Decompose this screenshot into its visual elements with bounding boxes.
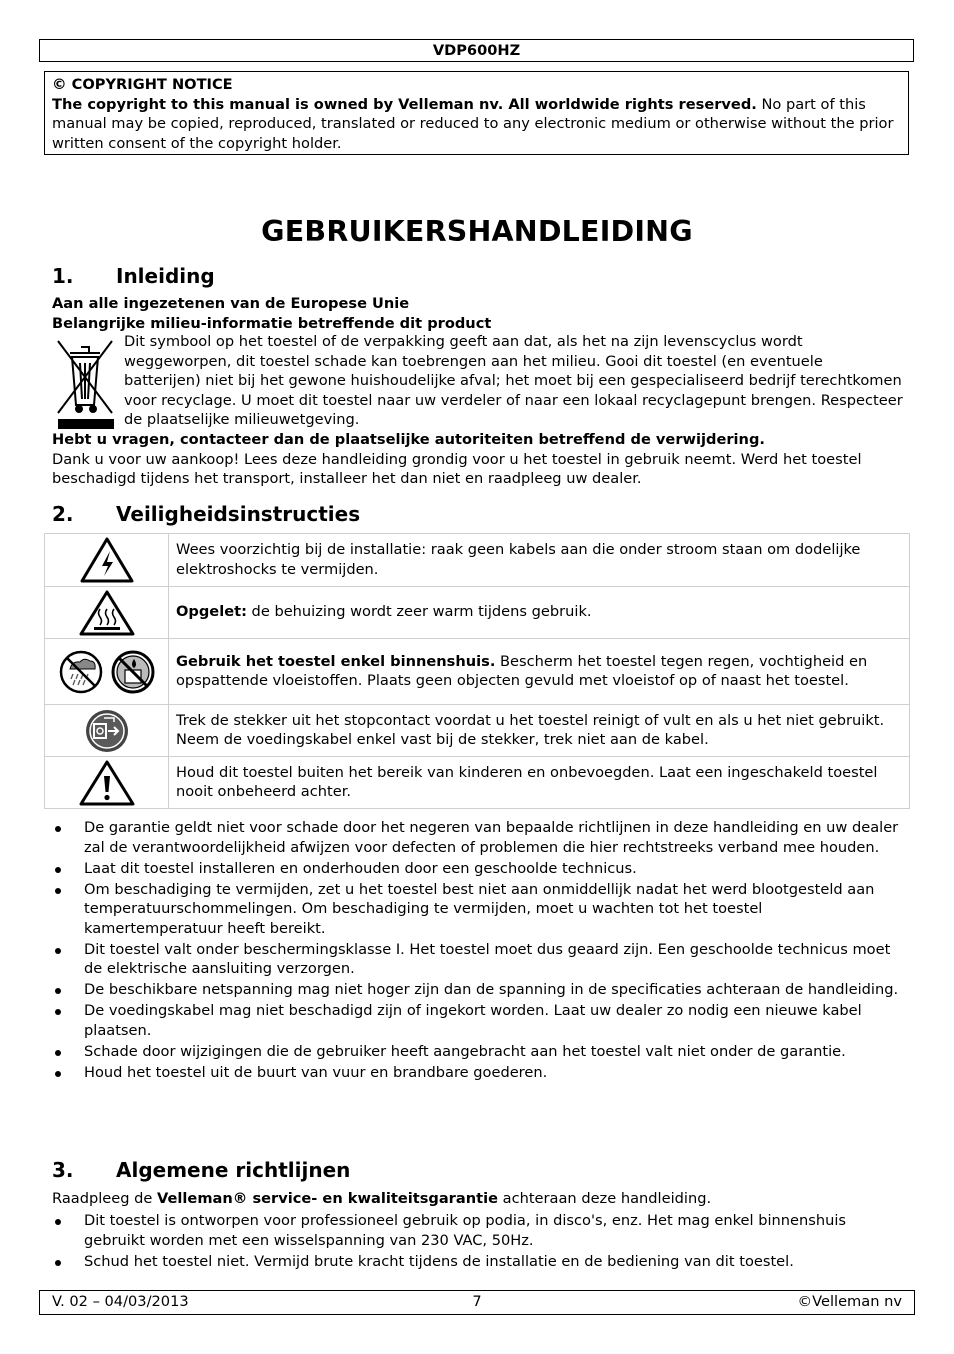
section-title: Veiligheidsinstructies — [116, 502, 361, 526]
cell-text: Wees voorzichtig bij de installatie: raak geen kabels aan die onder stroom staan om dodelijke elektroshocks te vermijden. — [176, 541, 861, 578]
safety-bullet-list — [52, 818, 902, 1084]
environment-info-line: Belangrijke milieu-informatie betreffende dit product — [52, 314, 492, 332]
table-row — [45, 639, 910, 705]
table-row — [45, 534, 910, 587]
icon-cell — [45, 705, 169, 757]
list-item: Houd het toestel uit de buurt van vuur en brandbare goederen. — [52, 1063, 902, 1083]
high-voltage-warning-icon — [79, 536, 135, 584]
no-rain-icon — [58, 649, 104, 695]
text-cell — [169, 534, 910, 587]
icon-cell — [45, 639, 169, 705]
section-number: 1. — [52, 264, 74, 288]
safety-instructions-table — [44, 533, 910, 809]
list-item: Schade door wijzigingen die de gebruiker heeft aangebracht aan het toestel valt niet onder de garantie. — [52, 1042, 902, 1062]
copyright-notice — [44, 71, 909, 155]
section-heading-algemeen — [52, 1157, 350, 1183]
general-bullet-list — [52, 1211, 902, 1273]
icon-cell — [45, 534, 169, 587]
section-title: Inleiding — [116, 264, 215, 288]
list-item: Om beschadiging te vermijden, zet u het toestel best niet aan onmiddellijk nadat het werd blootgesteld aan temperatuurschommelingen. Om beschadiging te vermijden, moet u wachten tot het toestel kamertemperatuur heeft bereikt. — [52, 880, 902, 939]
list-item: Dit toestel valt onder beschermingsklasse I. Het toestel moet dus geaard zijn. Een geschoolde technicus moet de elektrische aansluiting verzorgen. — [52, 940, 902, 979]
list-item: De voedingskabel mag niet beschadigd zijn of ingekort worden. Laat uw dealer zo nodig een nieuwe kabel plaatsen. — [52, 1001, 902, 1040]
list-item: Laat dit toestel installeren en onderhouden door een geschoolde technicus. — [52, 859, 902, 879]
text-cell — [169, 587, 910, 639]
intro-suffix: achteraan deze handleiding. — [497, 1190, 712, 1207]
cell-text: Houd dit toestel buiten het bereik van kinderen en onbevoegden. Laat een ingeschakeld toestel nooit onbeheerd achter. — [176, 763, 878, 800]
text-cell — [169, 639, 910, 705]
section-heading-inleiding — [52, 263, 215, 289]
copyright-text: No part of this manual may be copied, reproduced, translated or reduced to any electronic medium or otherwise without the prior written consent of the copyright holder. — [52, 95, 894, 152]
version-date: V. 02 – 04/03/2013 — [52, 1293, 189, 1310]
copyright-body — [52, 95, 901, 154]
list-item: Schud het toestel niet. Vermijd brute kracht tijdens de installatie en de bediening van dit toestel. — [52, 1252, 902, 1272]
thank-you-paragraph: Dank u voor uw aankoop! Lees deze handleiding grondig voor u het toestel in gebruik neemt. Werd het toestel beschadigd tijdens het transport, installeer het dan niet en raadpleeg uw dealer. — [52, 450, 862, 487]
table-row — [45, 757, 910, 809]
icon-cell — [45, 757, 169, 809]
list-item: Dit toestel is ontworpen voor professioneel gebruik op podia, in disco's, enz. Het mag enkel binnenshuis gebruikt worden met een wisselspanning van 230 VAC, 50Hz. — [52, 1211, 902, 1250]
copyright-bold-text: The copyright to this manual is owned by Velleman nv. All worldwide rights reserved. — [52, 95, 757, 113]
page-number: 7 — [472, 1293, 482, 1310]
warranty-name: Velleman® service- en kwaliteitsgarantie — [157, 1190, 498, 1207]
page-title: GEBRUIKERSHANDLEIDING — [261, 215, 693, 248]
page-header — [39, 39, 914, 62]
copyright-heading: © COPYRIGHT NOTICE — [52, 76, 233, 93]
section-number: 3. — [52, 1158, 74, 1182]
page-footer — [39, 1290, 915, 1315]
text-cell — [169, 705, 910, 757]
intro-prefix: Raadpleeg de — [52, 1190, 158, 1207]
table-row — [45, 587, 910, 639]
list-item: De beschikbare netspanning mag niet hoger zijn dan de spanning in de specificaties achteraan de handleiding. — [52, 980, 902, 1000]
contact-authorities-line: Hebt u vragen, contacteer dan de plaatselijke autoriteiten betreffend de verwijdering. — [52, 431, 765, 448]
model-number: VDP600HZ — [432, 42, 521, 59]
warranty-reference — [52, 1189, 902, 1209]
text-cell — [169, 757, 910, 809]
cell-bold-text: Gebruik het toestel enkel binnenshuis. — [176, 652, 496, 670]
eu-residents-line: Aan alle ingezetenen van de Europese Unie — [52, 295, 410, 312]
cell-text: Bescherm het toestel tegen regen, vochtigheid en opspattende vloeistoffen. Plaats geen objecten gevuld met vloeistof op of naast het toestel. — [176, 652, 868, 689]
section-title: Algemene richtlijnen — [116, 1158, 351, 1182]
company-copyright: ©Velleman nv — [797, 1293, 902, 1310]
section-number: 2. — [52, 502, 74, 526]
section-heading-veiligheid — [52, 501, 360, 527]
general-warning-icon — [78, 759, 136, 807]
icon-cell — [45, 587, 169, 639]
unplug-icon — [84, 708, 130, 754]
hot-surface-warning-icon — [78, 589, 136, 637]
cell-text: de behuizing wordt zeer warm tijdens gebruik. — [246, 603, 592, 621]
weee-description: Dit symbool op het toestel of de verpakking geeft aan dat, als het na zijn levenscyclus wordt weggeworpen, dit toestel schade kan toebrengen aan het milieu. Gooi dit toestel (en eventuele batterijen) niet bij het gewone huishoudelijke afval; het moet bij een gespecialiseerd bedrijf terechtkomen voor recyclage. U moet dit toestel naar uw verdeler of naar een lokaal recyclagepunt brengen. Respecteer de plaatselijke milieuwetgeving. — [124, 333, 903, 428]
cell-bold-text: Opgelet: — [176, 603, 247, 621]
list-item: De garantie geldt niet voor schade door het negeren van bepaalde richtlijnen in deze handleiding en uw dealer zal de verantwoordelijkheid afwijzen voor defecten of problemen die hier rechtstreeks verband mee houden. — [52, 818, 902, 857]
weee-crossed-bin-icon — [52, 335, 118, 431]
cell-text: Trek de stekker uit het stopcontact voordat u het toestel reinigt of vult en als u het niet gebruikt. Neem de voedingskabel enkel vast bij de stekker, trek niet aan de kabel. — [176, 711, 885, 748]
no-liquids-icon — [110, 649, 156, 695]
table-row — [45, 705, 910, 757]
